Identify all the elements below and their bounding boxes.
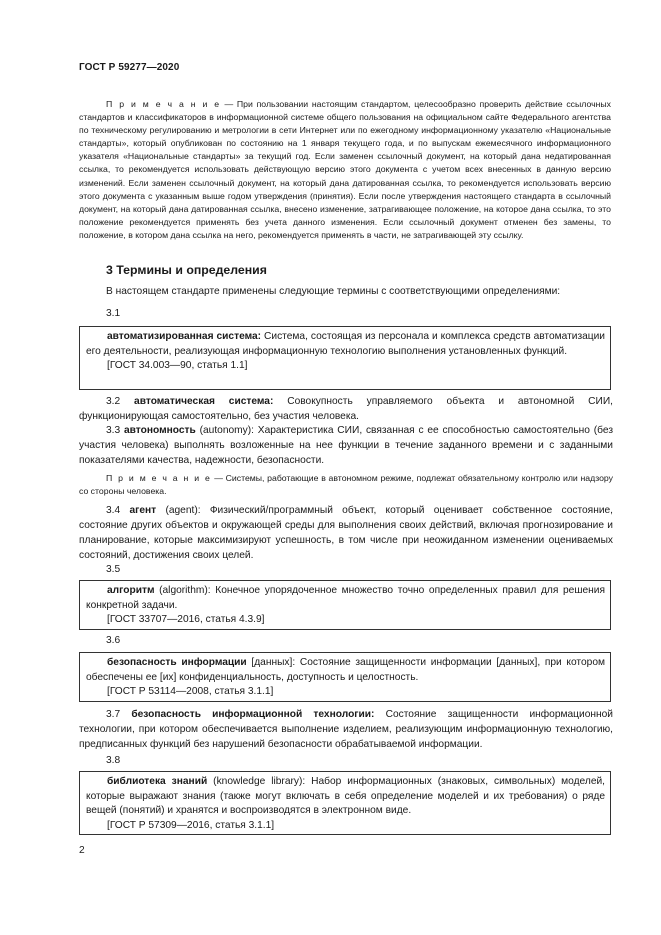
document-code-header: ГОСТ Р 59277—2020: [79, 62, 180, 73]
term-number: 3.6: [106, 635, 121, 646]
term-source-reference: [ГОСТ 34.003—90, статья 1.1]: [107, 360, 248, 372]
term-definition: (knowledge library): Набор информационных (знаковых, символьных) моделей, которые выражают знания (также могут включать в себя определение моделей и их требования) о ряде вещей (понятий) и хранятся и воспроизводятся в электронном виде.: [86, 776, 606, 817]
term-paragraph: 3.7 безопасность информационной технологии: Состояние защищенности информационной технологии, при котором обеспечивается выполнение изделием, реализующим информационную технологию, предписанных функций без нарушений безопасности обрабатываемой информации.: [79, 709, 613, 750]
term-paragraph: 3.4 агент (agent): Физический/программный объект, который оценивает собственное состояние, состояние других объектов и окружающей среды для выполнения своих действий, включая прогнозирование и планирование, которые максимизируют успешность, в том числе при неожиданном изменении оцениваемых состояний, достижения своих целей.: [79, 505, 614, 561]
term-definition-box: [79, 771, 611, 835]
term-name: алгоритм: [107, 585, 155, 596]
note-label: П р и м е ч а н и е: [106, 99, 221, 109]
term-name: библиотека знаний: [107, 776, 208, 787]
term-definition-box: [79, 580, 611, 630]
page-number: 2: [79, 845, 85, 856]
term-definition: Состояние защищенности информационной технологии, при котором обеспечивается выполнение изделием, реализующим информационную технологию, предписанных функций без нарушений безопасности обрабатываемой информации.: [79, 709, 613, 750]
term-note: [79, 472, 613, 498]
term-paragraph: 3.2 автоматическая система: Совокупность управляемого объекта и автономной СИИ, функционирующая самостоятельно, без участия человека.: [79, 396, 613, 422]
term-definition: (agent): Физический/программный объект, который оценивает собственное состояние, состояние других объектов и окружающей среды для выполнения своих действий, включая прогнозирование и планирование, которые максимизируют успешность, в том числе при неожиданном изменении оцениваемых состояний, достижения своих целей.: [79, 505, 614, 561]
term-definition: [данных]: Состояние защищенности информации [данных], при котором обеспечены ее [их] конфиденциальность, доступность и целостность.: [86, 657, 605, 683]
term-name: безопасность информационной технологии:: [131, 709, 375, 720]
term-definition-box: [79, 326, 611, 390]
term-name: автономность: [123, 425, 196, 436]
term-number: 3.5: [106, 564, 121, 575]
note-text: — При пользовании настоящим стандартом, целесообразно проверить действие ссылочных стандартов и классификаторов в информационной системе общего пользования на официальном сайте Федерального агентства по техническому регулированию и метрологии в сети Интернет или по ежегодному информационному указателю «Национальные стандарты», который опубликован по состоянию на 1 января текущего года, и по выпускам ежемесячного информационного указателя «Национальные стандарты» за текущий год. Если заменен ссылочный документ, на который дана недатированная ссылка, то рекомендуется использовать действующую версию этого документа с учетом всех внесенных в данную версию изменений. Если заменен ссылочный документ, на который дана датированная ссылка, то рекомендуется использовать версию этого документа с указанным выше годом утверждения (принятия). Если после утверждения настоящего стандарта в ссылочный документ, на который дана датированная ссылка, внесено изменение, затрагивающее положение, на которое дана ссылка, то это положение рекомендуется применять без учета данного изменения. Если ссылочный документ отменен без замены, то положение, в котором дана ссылка на него, рекомендуется применять в части, не затрагивающей эту ссылку.: [79, 99, 611, 240]
term-name: автоматическая система:: [134, 396, 274, 407]
term-definition: (algorithm): Конечное упорядоченное множество точно определенных правил для решения конкретной задачи.: [86, 585, 605, 611]
term-definition: (autonomy): Характеристика СИИ, связанная с ее способностью самостоятельно (без участия человека) выполнять возложенные на нее функции в течение заданного времени и с заданными показателями качества, надежности, безопасности.: [79, 425, 613, 466]
term-source-reference: [ГОСТ Р 53114—2008, статья 3.1.1]: [107, 686, 274, 698]
term-definition: Система, состоящая из персонала и комплекса средств автоматизации его деятельности, реализующая информационную технологию выполнения установленных функций.: [86, 331, 605, 357]
term-source-reference: [ГОСТ 33707—2016, статья 4.3.9]: [107, 614, 265, 626]
term-number: 3.8: [106, 755, 121, 766]
term-number: 3.1: [106, 308, 121, 319]
term-name: безопасность информации: [107, 657, 247, 668]
term-name: автоматизированная система:: [107, 331, 262, 342]
term-definition: Совокупность управляемого объекта и автономной СИИ, функционирующая самостоятельно, без участия человека.: [79, 396, 613, 422]
reference-note: [79, 98, 611, 242]
note-text: — Системы, работающие в автономном режиме, подлежат обязательному контролю или надзору со стороны человека.: [79, 473, 613, 497]
section-title: 3 Термины и определения: [106, 263, 267, 277]
term-definition-box: [79, 652, 611, 702]
term-name: агент: [129, 505, 157, 516]
term-paragraph: 3.3 автономность (autonomy): Характеристика СИИ, связанная с ее способностью самостоятельно (без участия человека) выполнять возложенные на нее функции в течение заданного времени и с заданными показателями качества, надежности, безопасности.: [79, 425, 613, 466]
note-label: П р и м е ч а н и е: [106, 473, 212, 483]
section-intro: В настоящем стандарте применены следующие термины с соответствующими определениями:: [106, 286, 561, 297]
term-source-reference: [ГОСТ Р 57309—2016, статья 3.1.1]: [107, 819, 275, 831]
